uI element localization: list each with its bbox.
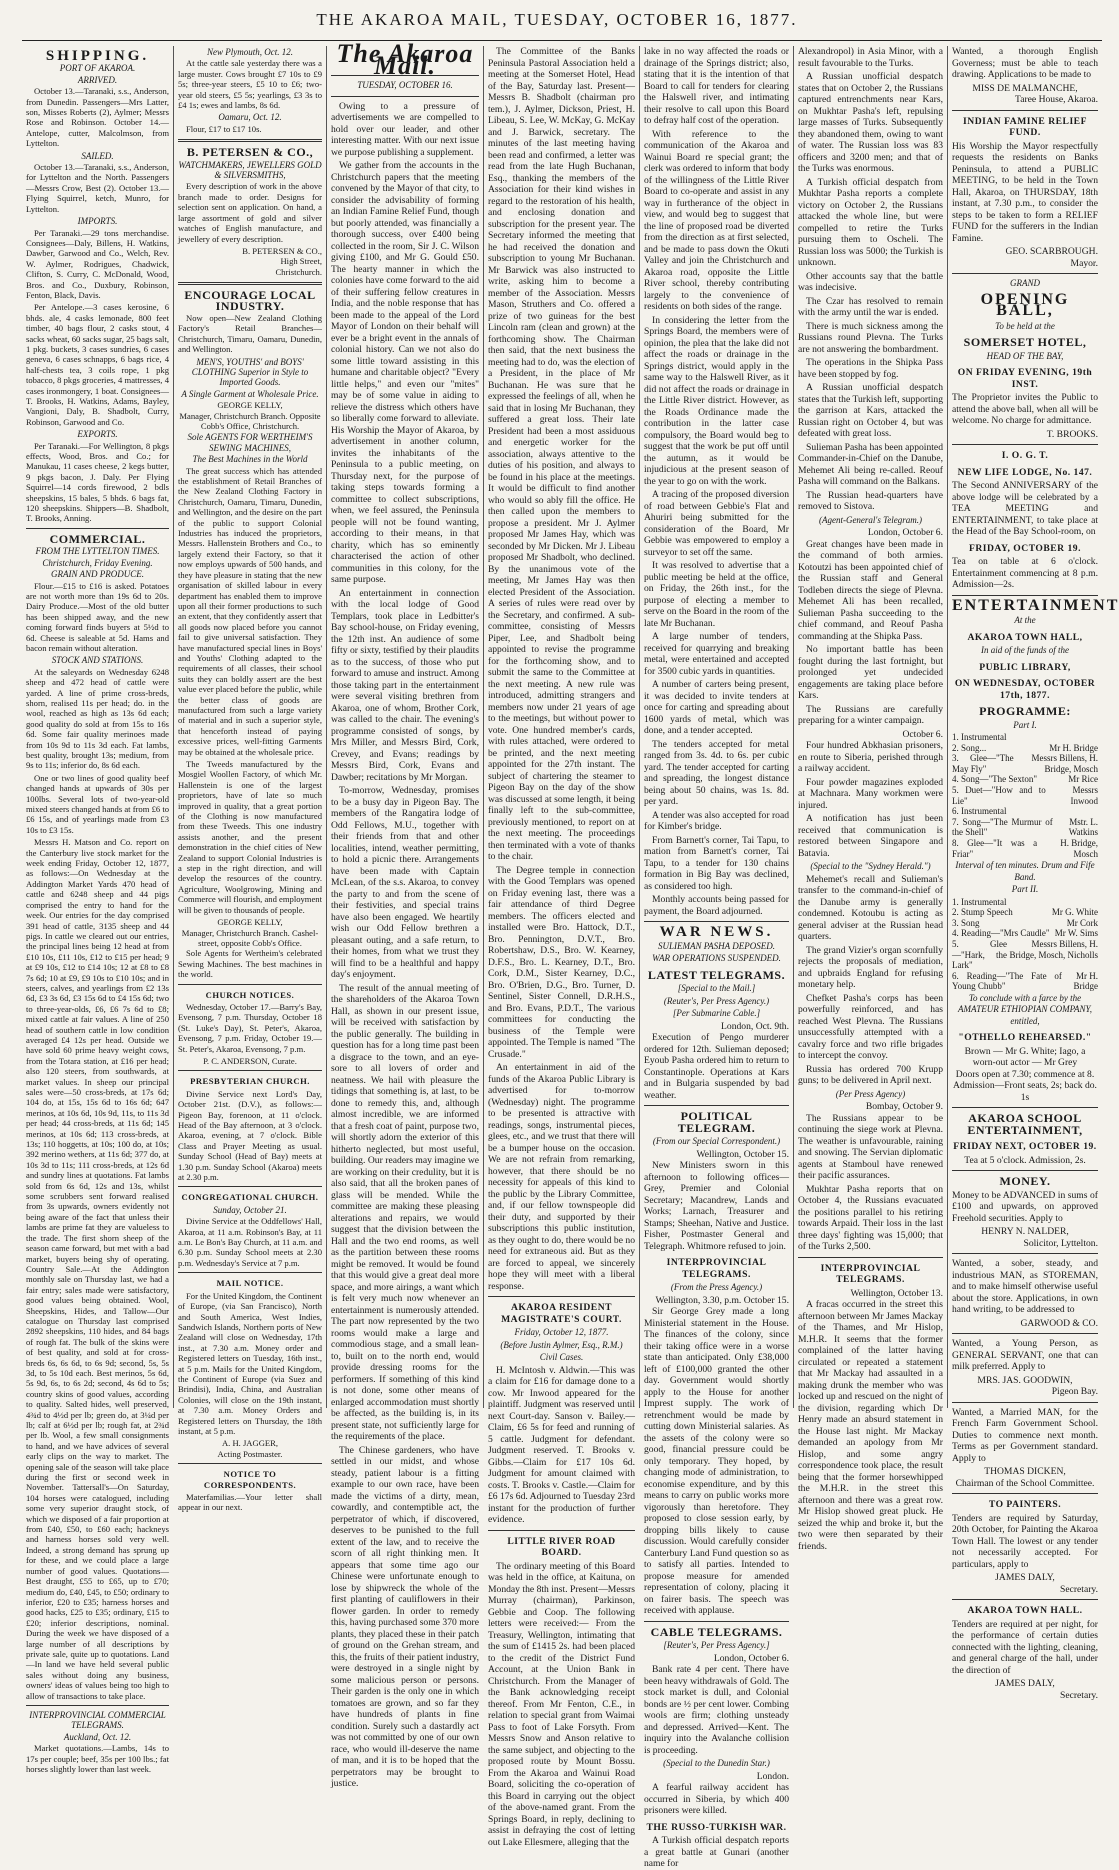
petersen-signature: B. PETERSEN & CO., xyxy=(242,245,322,256)
divider xyxy=(952,1599,1098,1600)
pastoral-association-report: The Committee of the Banks Peninsula Pastoral Association held a meeting at the Somerset Hotel, Head of the Bay, Saturday last. Present—Messrs B. Shadbolt (chairman pro tem.), J. Aylmer, Dickson, Priest, H. Libeau, S. Lee, W. McKay, G. McKay and J. Barwick, secretary. The minutes of the last meeting having been read and confirmed, a letter was read from the late Hugh Buchanan, Esq., thanking the members of the Association for their kind wishes in regard to the restoration of his health, and enclosing donation and subscription for the present year. The Secretary informed the meeting that he had received the donation and subscription to young Mr Buchanan. Mr Barwick was also instructed to write, asking him to become a member of the Association. Messrs Mason, Struthers and Co. offered a prize of two guineas for the best Lincoln ram (clean and grown) at the forthcoming show. The Chairman then said, that the next business the meeting had to do, was the election of a President, in the place of Mr Buchanan. He was sure that he expressed the feelings of all, when he said that in losing Mr Buchanan, they suffered a great loss. Their late President had been a most assiduous and energetic worker for the association, always attentive to the duties of his position, and always to be found in his place at the meetings. It would be difficult to find another who would so ably fill the office. He then called upon the members to propose a president. Mr J. Aylmer proposed Mr James Hay, which was seconded by Mr Dicken. Mr J. Libeau proposed Mr Shadbolt, who declined. By the unanimous vote of the meeting, Mr James Hay was then elected President of the Association. A series of rules were read over by the Secretary, and confirmed. A sub-committee, consisting of Messrs Piper, Lee, and Shadbolt being appointed to revise the programme for the forthcoming show, and to submit the same to the Committee at the next meeting. A new rule was introduced, admitting strangers and members now under 21 years of age to the meetings, but without power to vote. One hundred member's cards, with rules attached, were ordered to be printed, and the next meeting appointed for the 27th instant. The subject of chartering the steamer to Pigeon Bay on the day of the show was discussed at some length, it being finally left to the sub-committee, previously mentioned, to report on at the next meeting. The proceedings then terminated with a vote of thanks to the chair. xyxy=(488,46,635,862)
agent-general-label: (Agent-General's Telegram.) xyxy=(818,514,923,525)
sydney-herald-label: (Special to the "Sydney Herald.") xyxy=(810,861,931,871)
encourage-industry-text: Now open—New Zealand Clothing Factory's Retail Branches— Christchurch, Timaru, Oamaru, Dunedin, and Wellington. xyxy=(178,312,322,355)
press-agency-label: (Per Press Agency) xyxy=(835,1088,906,1099)
sole-agents-subtitle: The Best Machines in the World xyxy=(192,454,308,465)
court-bench: (Before Justin Aylmer, Esq., R.M.) xyxy=(500,1339,623,1350)
town-hall-text: Tenders are required at per night, for the performance of certain duties connected with the lighting, cleaning, and general charge of the hall, under the direction of xyxy=(952,1618,1098,1676)
money-heading: MONEY. xyxy=(999,1174,1051,1189)
road-board-heading: LITTLE RIVER ROAD BOARD. xyxy=(507,1535,616,1558)
programme-item-title: 1. Instrumental xyxy=(952,896,1007,907)
farce-cast: Brown — Mr G. White; Iago, a worn-out actor — Mr Grey xyxy=(964,1045,1086,1069)
matson-report: Messrs H. Matson and Co. report on the Canterbury live stock market for the week ending Friday, October 12, 1877, as follows:—On Wednesday at the Addington Market Yards 470 head of cattle and 6248 sheep and 44 pigs comprised the entry to hand for the week. Our entries for the day comprised 391 head of cattle, 3135 sheep and 44 pigs. In cattle we cleared out our entries, the principal lines being 12 head at from £10 10s, £11 10s, £12 to £15 per head; 9 at £9 10s, £12 to £14 10s; 12 at £8 to £8 7s 6d; 10 at £9, £9 10s to £10 10s; and in steers, calves, and yearlings from £2 13s 6d, £3 3s 6d, £3 15s 6d to £4 15s 6d; two to three-year-olds, £6, £6 7s 6d to £8; mixed cattle at fair values. A line of 250 head of southern cattle in low condition averaged £4 12s per head. Outside we have sold 60 prime heavy weight cows, from the Totara station, at £16 per head; also 120 steers, from southwards, at market values. In sheep our principal sales were—50 cross-breds, at 17s 6d; 104 do, at 15s, 15s 6d to 16s 6d; 647 merinos, at 10s 6d, 10s 9d, 11s, to 11s 3d per head; 44 cross-breds, at 11s 6d; 145 merinos, at 10s 6d; 113 cross-breds, at 13s; 110 hoggetts, at 10s; 100 do, at 10s; 392 merino wethers, at 11s 6d; 377 do, at 10s 3d to 11s; 111 cross-breds, at 12s 6d and sundry lines at quotations. Fat lambs sold from 6s 6d, 12s and 13s, whilst some scrubbers sent forward realised from 3s upwards, owners evidently not being aware of the fact that unless their lambs are prime fat they are valueless to the trade. The first shorn sheep of the season came forward, but met with a bad market, buyers being shy of operating. Country Sale.—At the Addington monthly sale on Thursday last, we had a fair entry; sales made were satisfactory, good values being obtained. Wool, Sheepskins, Hides, and Tallow—Our catalogue on Thursday last comprised 2892 sheepskins, 110 hides, and 84 bags of rough fat. The bulk of the skins were of best quality, and sold at for cross-breds 6s, 6s 6d, to 6s 9d; second, 5s, 5s 3d, to 5s 10d each. Best merinos, 5s 6d, 5s 9d, 6s, to 6s 2d; second, 4s 6d to 5s; country skins of good values, according to quality. Salted hides, well preserved, 4¾d to 4½d per lb; green do, at 3¼d per lb; calf at 6½d per lb; rough fat, at 2¾d per lb. Wool, a few small consignments to hand, and we have advices of several early clips on the way to market. The opening sale of the season will take place during the first or second week in November. Tattersall's—On Saturday, 104 horses were catalogued, including some very superior draught stock, of which we disposed of a fair proportion at from £40, £50, to £60 each; hackneys and harness horses sold very well. Indeed, a strong demand has sprung up for these, and we could place a large number of good values. Quotations—Best draught, £55 to £65, up to £70; medium do, £40, £45, to £50; ordinary to inferior, £20 to £35; harness horses and good hacks, £25 to £35; ordinary, £15 to £20; inferior descriptions, nominal. During the week we have disposed of a large number of all descriptions by private sale, quite up to quotations. Land—In land we have held several public sales without doing any business, owners' ideas of values being too high to allow of transactions to take place. xyxy=(26,837,169,1701)
shipping-heading: SHIPPING. xyxy=(45,48,150,64)
divider xyxy=(178,1463,322,1464)
famine-fund-role: Mayor. xyxy=(1070,257,1098,269)
somerset-hotel-sub: HEAD OF THE BAY, xyxy=(986,350,1064,361)
divider xyxy=(178,984,322,985)
editorial-paragraph: To-morrow, Wednesday, promises to be a busy day in Pigeon Bay. The members of the Rangatira lodge of Odd Fellows, M.U., together with their friends from that and other localities, intend, weather permitting, to hold a picnic there. Arrangements have been made with Captain McLean, of the s.s. Akaroa, to convey the party to and from the scene of their festivities, and special trains have also been engaged. We heartily wish our Odd Fellow brethren a pleasant outing, and a safe return, to their homes, from what we trust they will find to be a healthful and happy day's enjoyment. xyxy=(331,785,479,980)
programme-item xyxy=(952,732,1098,743)
road-board-paragraph: Monthly accounts being passed for payment, the Board adjourned. xyxy=(644,894,789,917)
wanted-married-man-signature: THOMAS DICKEN, xyxy=(984,1466,1066,1478)
sailed-label: SAILED. xyxy=(81,150,114,161)
presbyterian-heading: PRESBYTERIAN CHURCH. xyxy=(190,1076,310,1087)
programme-item-title: 4. Song—"The Sexton" xyxy=(952,774,1038,785)
correspondents-heading: NOTICE TO CORRESPONDENTS. xyxy=(203,1469,297,1490)
masthead xyxy=(0,6,1114,34)
divider xyxy=(952,273,1098,274)
programme-item-title: 3. Song xyxy=(952,917,980,928)
clothing-subtitle: MEN'S, YOUTHS' and BOYS' CLOTHING Superior in Style to Imported Goods. xyxy=(191,356,309,388)
new-plymouth-text: At the cattle sale yesterday there was a large muster. Cows brought £7 10s to £9 5s; three-year steers, £5 10 to £6; two-year old steers, £5 5s; yearlings, £3 3s to £4 1s; ewes and lambs, 8s 6d. xyxy=(178,58,322,111)
mail-notice-text: For the United Kingdom, the Continent of Europe, (via San Francisco), North and South America, West Indies, Sandwich Islands, Northern ports of New Zealand will close on Wednesday, 17th inst., at 7.30 a.m. Money order and Registered letters on Tuesday, 16th inst., at 5 p.m. Mails for the United Kingdom, the Continent of Europe (via Suez and Brindisi), India, China, and Australian Colonies, will close on the 19th instant, at 7.30 a.m. Money Orders and Registered letters on Thursday, the 18th instant, at 5 p.m. xyxy=(178,1290,322,1436)
famine-fund-signature: GEO. SCARBROUGH. xyxy=(1005,246,1098,257)
lodge-heading: NEW LIFE LODGE, No. 147. xyxy=(957,466,1093,478)
programme-item-title: 6. Reading—"The Fate of Young Chubb" xyxy=(952,970,1062,992)
war-paragraph: The grand Vizier's organ scornfully rejects the proposals of mediation, and upbraids England for refusing monetary help. xyxy=(798,944,943,990)
divider xyxy=(178,282,322,285)
wanted-governess-address: Taree House, Akaroa. xyxy=(1015,94,1098,105)
entertainment-aid: In aid of the funds of the xyxy=(981,645,1069,655)
opening-ball-title: OPENING BALL, xyxy=(980,290,1070,319)
programme-part-1 xyxy=(952,732,1098,859)
wanted-storeman-text: Wanted, a sober, steady, and industrious MAN, as STOREMAN, and to make himself otherwise useful about the store. Applications, in own hand writing, to be addressed to xyxy=(952,1258,1098,1316)
road-board-paragraph: A large number of tenders, received for quarrying and breaking metal, were entertained and accepted for 3500 cubic yards in quantities. xyxy=(644,631,789,677)
divider xyxy=(488,1530,635,1531)
editorial-paragraph: The result of the annual meeting of the shareholders of the Akaroa Town Hall, as shown in our present issue, will be received with satisfaction by the public generally. The building in question has for a long time past been a disgrace to the town, and an eye-sore to all lovers of order and neatness. We hail with pleasure the tidings that something is, at last, to be done to remedy this, and, although almost incredible, we are informed that a fresh coat of paint, purpose two, will shortly adorn the exterior of this hitherto neglected, but most useful, building. Our readers may imagine we are working on their credulity, but it is also said, that all the broken panes of glass will be mended. While the committee are making these pleasing alterations and repairs, we would suggest that the division between the Hall and the two end rooms, as well as the partition between these rooms might be removed. It would be found that this would give a great deal more space, and more airings, a want which is felt very much now whenever an entertainment is numerously attended. The part now represented by the two rooms would make a large and commodious stage, and a small lean-to, built on to the north end, would provide dressing rooms for the performers. If something of this kind is not done, some other means of enlarged accommodation must shortly be affected, as the building is, in its present state, not sufficiently large for the requirements of the place. xyxy=(331,982,479,1442)
church-notices-heading: CHURCH NOTICES. xyxy=(205,989,295,1000)
congregational-date: Sunday, October 21. xyxy=(213,1204,287,1215)
column-6 xyxy=(794,46,948,1552)
programme-item-performer: Messrs Billens, H. Bridge, Mosch, Nicholls xyxy=(1009,939,1098,960)
programme-item-performer: H. Bridge, Mosch xyxy=(1060,837,1098,859)
war-paragraph: Four powder magazines exploded at Machnara. Many workmen were injured. xyxy=(798,776,943,811)
newspaper-page xyxy=(22,39,1119,1869)
interprov-telegrams-heading: INTERPROVINCIAL TELEGRAMS. xyxy=(666,1257,767,1280)
newspaper-masthead-title: THE AKAROA MAIL, TUESDAY, OCTOBER 16, 1877. xyxy=(316,10,798,29)
road-board-continued: lake in no way affected the roads or drainage of the Springs district; also, stating that it is the intention of that Board to call for tenders for clearing the Halswell river, and intimating their resolve to call upon this Board to defray half cost of the operation. xyxy=(644,46,789,126)
divider xyxy=(952,110,1098,111)
war-paragraph: The Russians are carefully preparing for a winter campaign. xyxy=(798,703,943,726)
congregational-heading: CONGREGATIONAL CHURCH. xyxy=(181,1192,319,1203)
interprov-dateline-2: Wellington, October 13. xyxy=(850,1287,943,1299)
programme-item-title: 7. Song—"The Murmur of the Shell" xyxy=(952,816,1053,838)
october-6-dateline: October 6. xyxy=(902,728,943,740)
war-paragraph: The Russians appear to be continuing the siege work at Plevna. The weather is unfavourable, raining and snowing. The Servian diplomatic agents at Stamboul have renewed their pacific assurances. xyxy=(798,1112,943,1181)
commercial-source: FROM THE LYTTELTON TIMES. xyxy=(35,546,160,557)
road-board-paragraph: It was resolved to advertise that a public meeting be held at the office, on Friday, the 26th inst., for the purpose of electing a member to serve on the Board in the room of the late Mr Buchanan. xyxy=(644,560,789,629)
factory-text-2: The Tweeds manufactured by the Mosgiel Woollen Factory, of which Mr. Hallenstein is one of the largest proprietors, have of late so much improved in quality, that a great portion of the Clothing is now manufactured from these Tweeds. This one industry assists another, and the present demonstration in the chief cities of New Zealand to support Colonial Industries is a step in the right direction, and will develop the resources of the country. Agriculture, Woolgrowing, Mining and Commerce will flourish, and employment will be given to thousands of people. xyxy=(178,759,322,915)
wanted-married-man-text: Wanted, a Married MAN, for the French Farm Government School. Duties to commence next month. Terms as per Government standard. Apply to xyxy=(952,1406,1098,1464)
war-paragraph: A Russian unofficial despatch states that on October 2, the Russians captured entrenchments near Kars, on Mukhtar Pasha's left, repulsing large masses of Turks. Subsequently they abandoned them, owing to want of water. The Russian loss was 83 officers and 3200 men; and that of the Turks was enormous. xyxy=(798,71,943,174)
court-heading: AKAROA RESIDENT MAGISTRATE'S COURT. xyxy=(501,1302,622,1325)
programme-item xyxy=(952,785,1098,806)
war-paragraph: Mehemet's recall and Sulieman's transfer to the command-in-chief of the Danube army is generally condemned. Kotoubu is acting as general adviser at the Russian head quarters. xyxy=(798,873,943,942)
programme-item-title: 3. Glee—"The May Fly" xyxy=(952,753,1014,774)
money-role: Solicitor, Lyttelton. xyxy=(1023,1237,1098,1249)
famine-fund-text: His Worship the Mayor respectfully requests the residents on Banks Peninsula, to attend a PUBLIC MEETING, to be held in the Town Hall, Akaroa, on THURSDAY, 18th instant, at 7.30 p.m., to consider the steps to be taken to form a RELIEF FUND for the sufferers in the Indian Famine. xyxy=(952,140,1098,244)
opening-ball-signature: T. BROOKS. xyxy=(1046,428,1098,440)
war-paragraph: A Turkish official despatch from Mukhtar Pasha reports a complete victory on October 2, the Russians attacked the whole line, but were compelled to retire the Turks pursuing them to Oscheli. The Russian loss was 5000; the Turkish is unknown. xyxy=(798,176,943,268)
war-paragraph: Alexandropol) in Asia Minor, with a result favourable to the Turks. xyxy=(798,46,943,69)
petersen-city: Christchurch. xyxy=(275,266,322,277)
programme-item xyxy=(952,971,1098,992)
latest-dateline: London, Oct. 9th. xyxy=(721,1020,789,1032)
programme-item-performer: Messrs Billens, H. Bridge, Mosch xyxy=(1031,753,1098,774)
arrived-text: October 13.—Taranaki, s.s., Anderson, from Dunedin. Passengers—Mrs Latter, son, Misses Roberts (2), Aylmer; Messrs Rose and Robinson. October 14.—Antelope, cutter, Malcolmson, from Lyttelton. xyxy=(26,86,169,149)
oamaru-text: Flour, £17 to £17 10s. xyxy=(186,123,262,134)
cable-agency: [Reuter's, Per Press Agency.] xyxy=(663,1640,770,1650)
port-heading: PORT OF AKAROA. xyxy=(59,63,136,74)
petersen-ad-text: Every description of work in the above branch made to order. Designs for selection sent on application. On hand, a large assortment of gold and silver watches of English manufacture, and jewellery of every description. xyxy=(178,181,322,244)
programme-item-performer: Mr G. White xyxy=(1051,907,1098,918)
war-paragraph: The operations in the Shipka Pass have been stopped by fog. xyxy=(798,357,943,380)
divider xyxy=(644,1621,789,1622)
war-paragraph: Other accounts say that the battle was indecisive. xyxy=(798,270,943,293)
column-7 xyxy=(948,46,1119,1701)
imports-label: IMPORTS. xyxy=(77,216,118,227)
mail-notice-role: Acting Postmaster. xyxy=(217,1448,283,1459)
programme-item xyxy=(952,907,1098,918)
programme-item xyxy=(952,806,1098,817)
arrived-label: ARRIVED. xyxy=(77,74,118,85)
divider xyxy=(952,1493,1098,1494)
programme-item-title: 5. Glee—"Hark, the Lark" xyxy=(952,939,1007,971)
fracas-report: A fracas occurred in the street this afternoon between Mr James Mackay of the Thames, and Mr Hislop, M.H.R. It seems that the former complained of the latter having circulated or repeated a statement that Mr Mackay had assaulted in a making drunk the member who was locked up and rescued on the night of the division, regarding which Dr Henry made an absurd statement in the House last night. Mr Mackay demanded an apology from Mr Hislop, and some angry correspondence took place, the result being that the former horsewhipped the M.H.R. in the street this afternoon and there was a great row. Mr Hislop showed great pluck. He seized the whip and broke it, but the two were then separated by their friends. xyxy=(798,1299,943,1552)
petersen-ad-subtitle: WATCHMAKERS, JEWELLERS GOLD & SILVERSMITHS, xyxy=(178,159,322,181)
stock-text-2: One or two lines of good quality beef changed hands at upwards of 30s per 100lbs. Several lots of two-year-old mixed steers changed hands at from £6 to £6 15s, and of yearlings made from £3 10s to £3 15s. xyxy=(26,772,169,835)
court-date: Friday, October 12, 1877. xyxy=(514,1327,609,1337)
programme-item xyxy=(952,939,1098,971)
war-paragraph: A Russian unofficial despatch states that the Turkish left, supporting the garrison at Kars, attacked the Russian right on October 4, but was defeated with great loss. xyxy=(798,382,943,439)
programme-item xyxy=(952,838,1098,859)
interprov-text: Sir George Grey made a long Ministerial statement in the House. The finances of the colony, since their taking office were in a worse state than anticipated. Only £38,000 left of £100,000 granted the other day. Government would shortly apply to the House for another Imprest supply. The work of retrenchment would be made by cutting down Ministerial salaries. As the assets of the colony were so good, financial pressure could be only temporary. They hoped, by changing mode of administration, to economise expenditure, and by this means to carry on public works more vigorously than heretofore. They proposed to close session early, by dropping bills likely to cause discussion. Would carefully consider Canterbury Land Fund question so as to satisfy all parties. Intended to propose measure for amended representation of colony, placing it on fairer basis. The speech was received with applause. xyxy=(644,1306,789,1616)
divider xyxy=(798,1257,943,1258)
entertainment-title: ENTERTAINMENT xyxy=(952,596,1119,614)
wanted-married-man-role: Chairman of the School Committee. xyxy=(955,1477,1095,1489)
programme-item-performer: Messrs Inwood xyxy=(1070,784,1098,806)
war-news-subhead: SULIEMAN PASHA DEPOSED. xyxy=(658,940,775,951)
political-dateline: Wellington, October 15. xyxy=(696,1148,789,1160)
latest-cable-label: [Per Submarine Cable.] xyxy=(672,1008,761,1018)
part-2-label: Part II. xyxy=(1011,884,1039,895)
column-1 xyxy=(22,46,174,1774)
oamaru-dateline: Oamaru, Oct. 12. xyxy=(218,112,282,123)
political-correspondent: (From our Special Correspondent.) xyxy=(652,1136,781,1146)
column-5 xyxy=(640,46,794,1869)
opening-ball-sub: To be held at the xyxy=(995,320,1055,331)
programme-part-2 xyxy=(952,897,1098,992)
editorial-paragraph: We gather from the accounts in the Christchurch papers that the meeting convened by the Mayor of that city, to consider the advisability of forming an Indian Famine Relief Fund, though but poorly attended, was financially a thorough success, over £400 being collected in the room, Sir J. C. Wilson giving £100, and Mr G. Gould £50. The hearty manner in which the colonies have come forward to the aid of their suffering fellow creatures in India, and the noble response that has been made to the appeal of the Lord Mayor of London on their behalf will ever be a bright event in the annals of colonial history. Can we not also do some little toward assisting in this humane and charitable object? "Every little helps," and even our "mites" may be of some value in aiding to relieve the distress which others have so liberally come forward to alleviate. His Worship the Mayor of Akaroa, by advertisement in another column, invites the inhabitants of the Peninsula to a public meeting, on Thursday next, for the purpose of taking steps towards forming a committee to collect subscriptions, when, we feel assured, the Peninsula people will not be found wanting, according to their means, in that charity, which has so eminently characterised the action of other communities in this colony, for the same purpose. xyxy=(331,160,479,585)
editorial-title: The Akaroa Mail. xyxy=(336,39,474,80)
programme-item xyxy=(952,774,1098,785)
road-board-paragraph: A tender was also accepted for road for Kimber's bridge. xyxy=(644,809,789,832)
war-paragraph: Four hundred Abkhasian prisoners, en route to Siberia, perished through a railway accident. xyxy=(798,740,943,774)
painters-signature: JAMES DALY, xyxy=(995,1572,1055,1584)
divider xyxy=(178,1272,322,1273)
road-board-paragraph: From Barnett's corner, Tai Tapu, to mation from Barnett's corner, Tai Tapu, to a tender for 130 chains formation in Big Bay was declined, as considered too high. xyxy=(644,834,789,892)
war-paragraph: Mukhtar Pasha reports that on October 4, the Russians evacuated the positions parallel to his retiring towards Arpaid. Their loss in the last three days' fighting was 15,000; that of the Turks 2,500. xyxy=(798,1183,943,1252)
cable-text: Bank rate 4 per cent. There have been heavy withdrawals of Gold. The stock market is dull, and Colonial bonds are ½ per cent lower. Combing wools are firm; clothing unsteady and depressed. Arrived—Kent. The inquiry into the Avalanche collision is proceeding. xyxy=(644,1664,789,1756)
divider xyxy=(644,921,789,922)
presbyterian-text: Divine Service next Lord's Day, October 21st. (D.V.), as follows:— Pigeon Bay, forenoon, at 11 o'clock. Head of the Bay afternoon, at 3 o'clock. Akaroa, evening, at 7 o'clock. Bible Class and Prayer Meeting as usual. Sunday School (Head of Bay) meets at 1.30 p.m. Sunday School (Akaroa) meets at 2.30 p.m. xyxy=(178,1088,322,1183)
programme-item xyxy=(952,753,1098,774)
divider xyxy=(952,1170,1098,1171)
war-paragraph: No important battle has been fought during the last fortnight, but prolonged yet undecided engagements are taking place before Kars. xyxy=(798,644,943,701)
town-hall-signature: JAMES DALY, xyxy=(995,1678,1055,1690)
programme-item-performer: Mr Cork xyxy=(1066,917,1098,928)
painters-role: Secretary. xyxy=(1060,1583,1098,1595)
kelly-role-2: Manager, Christchurch Branch. Cashel-street, opposite Cobb's Office. xyxy=(181,927,319,948)
stock-text: At the saleyards on Wednesday 6248 sheep and 472 head of cattle were yarded. A line of prime cross-breds, shorn, realised 11s per head; do. in the wool, reached as high as 13s 6d each; good quality do sold at from 15s to 16s 6d. Some fair quality merinoes made from 10s 9d to 11s 3d each. Fat lambs, best quality, brought 13s; medium, from 9s to 11s; inferior do, 8s 6d each. xyxy=(26,666,169,771)
latest-reuter-label: (Reuter's, Per Press Agency.) xyxy=(663,995,770,1006)
war-news-subhead-2: WAR OPERATIONS SUSPENDED. xyxy=(652,953,781,963)
programme-item-performer: Mr H. Bridge xyxy=(1073,970,1098,992)
opening-ball-date: ON FRIDAY EVENING, 19th INST. xyxy=(957,367,1093,390)
programme-item xyxy=(952,817,1098,838)
divider xyxy=(26,528,169,529)
money-signature: HENRY N. NALDER, xyxy=(981,1226,1069,1238)
stock-heading: STOCK AND STATIONS. xyxy=(51,655,144,666)
imports-text: Per Taranaki.—29 tons merchandise. Consignees—Daly, Billens, H. Watkins, Dawber, Garwood and Co., Welch, Rev. W. Aylmer, Rodrigues, Chadwick, Clifton, S. Curry, C. McDonald, Wood, Bros. and Co., Duxbury, Robinson, Fenton, Black, Davis. xyxy=(26,227,169,300)
programme-item-title: 2. Stump Speech xyxy=(952,907,1013,918)
encourage-industry-title: ENCOURAGE LOCAL INDUSTRY. xyxy=(184,288,316,313)
editorial-paragraph: The Chinese gardeners, who have settled in our midst, and whose steady, patient labour is a fitting example to our own race, have been made the victims of a dirty, mean, cowardly, and contemptible act, the perpetrator of which, if discovered, deserves to be punished to the full extent of the law, and to receive the scorn of all right thinking men. It appears that some time ago our Chinese were unfortunate enough to lose by shipwreck the whole of the first planting of cauliflowers in their flower garden. In order to remedy this, having purchased some 370 more plants, they placed these in their patch of ground on the Grehan stream, and this, the fruits of their patient industry, were destroyed in a single night by some malicious person or persons. Their garden is the only one in which tomatoes are grown, and so far they have hundreds of plants in fine condition. Surely such a dastardly act was not committed by one of our own race, who would ill-deserve the name of man, and it is to be hoped that the perpetrators may be brought to justice. xyxy=(331,1444,479,1789)
war-paragraph: Russia has ordered 700 Krupp guns; to be delivered in April next. xyxy=(798,1063,943,1086)
wanted-servant-signature: MRS. JAS. GOODWIN, xyxy=(977,1374,1073,1386)
interprov-commercial-heading: INTERPROVINCIAL COMMERCIAL TELEGRAMS. xyxy=(29,1709,166,1731)
programme-item xyxy=(952,743,1098,754)
sole-agents-title: Sole AGENTS FOR WERTHEIM'S SEWING MACHINES, xyxy=(187,432,313,453)
road-board-paragraph: In considering the letter from the Springs Board, the members were of opinion, the plea that the lake did not affect the roads or drainage in the Springs district, would apply in the same way to the Halswell River, as it did not affect the roads or drainage in the Little River district. However, as the Roads Ordinance made the contribution in the latter case compulsory, the Board would beg to suggest that the work be put off until the autumn, as it would be injudicious at the present season of the year to go on with the work. xyxy=(644,314,789,487)
interprov-dateline: Wellington, 3.30, p.m. October 15. xyxy=(655,1294,789,1306)
famine-fund-heading: INDIAN FAMINE RELIEF FUND. xyxy=(963,115,1087,138)
painters-heading: TO PAINTERS. xyxy=(988,1499,1062,1511)
programme-heading: PROGRAMME: xyxy=(979,704,1071,718)
programme-item-performer: Mr W. Sims xyxy=(1054,928,1098,939)
commercial-heading: COMMERCIAL. xyxy=(49,531,146,546)
entertainment-hall: AKAROA TOWN HALL, xyxy=(967,631,1083,643)
wanted-servant-text: Wanted, a Young Person, as GENERAL SERVANT, one that can milk preferred. Apply to xyxy=(952,1338,1098,1373)
mail-notice-signature: A. H. JAGGER, xyxy=(221,1438,279,1449)
latest-text: Execution of Pengo murderer ordered for 12th. Sulieman deposed; Eyoub Pasha ordered him to return to Constantinople. Operations at Kars and in Bulgaria suspended by bad weather. xyxy=(644,1032,789,1101)
war-paragraph: A notification has just been received that communication is restored between Singapore and Batavia. xyxy=(798,813,943,859)
divider xyxy=(952,1107,1098,1108)
political-text: New Ministers sworn in this afternoon to following offices—Grey, Premier and Colonial Secretary; Macandrew, Lands and Works; Larnach, Treasurer and Stamps; Sheehan, Native and Justice. Fisher, Postmaster General and Telegraph. Whitmore refused to join. xyxy=(644,1160,789,1252)
church-signature: P. C. ANDERSON, Curate. xyxy=(203,1055,297,1066)
interprov-agency: (From the Press Agency.) xyxy=(670,1282,763,1292)
antelope-imports-text: Per Antelope.—3 cases kerosine, 6 bhds. ale, 4 casks lemonade, 800 feet timber, 40 bags flour, 2 casks stout, 4 sacks wheat, 60 sacks sugar, 25 bags salt, 1 pkg. buckets, 3 cases sundries, 6 cases geneva, 6 cases schnapps, 6 bags rice, 4 half-chests tea, 3 coils rope, 1 pkg tobacco, 8 pkgs groceries, 4 mattresses, 4 cases ironmongery, 1 boat. Consignees—T. Brooks, H. Watkins, Adams, Bayley, Vangioni, Daly, B. Shadbolt, Curry, Robinson, Garwood and Co. xyxy=(26,302,169,427)
programme-item xyxy=(952,928,1098,939)
programme-item-title: 5. Duet—"How and to Lie" xyxy=(952,784,1046,806)
wanted-servant-address: Pigeon Bay. xyxy=(1051,1386,1098,1398)
london-dateline: London, October 6. xyxy=(867,527,943,538)
opening-ball-text: The Proprietor invites the Public to attend the above ball, when all will be welcome. No charge for admittance. xyxy=(952,392,1098,426)
war-paragraph: Chefket Pasha's corps has been powerfully reinforced, and has reached West Plevna. The Russians unsuccessfully attempted with a cavalry force and two rifle brigades to intercept the convoy. xyxy=(798,992,943,1061)
interval-note: Interval of ten minutes. Drum and Fife Band. xyxy=(955,860,1095,882)
exports-label: EXPORTS. xyxy=(77,429,118,440)
column-3 xyxy=(327,39,484,1789)
war-paragraph: The Czar has resolved to remain with the army until the war is ended. xyxy=(798,295,943,318)
war-paragraph: The Russian head-quarters have removed to Sistova. xyxy=(798,489,943,512)
somerset-hotel-title: SOMERSET HOTEL, xyxy=(963,335,1087,349)
kelly-agents-text: Sole Agents for Wertheim's celebrated Sewing Machines. The best machines in the world. xyxy=(178,948,322,980)
interprov-telegrams-heading-2: INTERPROVINCIAL TELEGRAMS. xyxy=(820,1262,921,1285)
bombay-dateline: Bombay, October 9. xyxy=(865,1101,943,1112)
road-board-paragraph: A tracing of the proposed diversion of road between Gebbie's Flat and Ahuriri being submitted for the consideration of the Board, Mr Gebbie was empowered to employ a surveyor to set off the same. xyxy=(644,489,789,558)
painters-text: Tenders are required by Saturday, 20th October, for Painting the Akaroa Town Hall. The lowest or any tender not necessarily accepted. For particulars, apply to xyxy=(952,1512,1098,1570)
money-text: Money to be ADVANCED in sums of £100 and upwards, on approved Freehold securities. Apply to xyxy=(952,1189,1098,1224)
latest-telegrams-heading: LATEST TELEGRAMS. xyxy=(647,967,786,982)
divider xyxy=(178,1070,322,1071)
dunedin-text: A fearful railway accident has occurred in Siberia, by which 400 prisoners were killed. xyxy=(644,1782,789,1816)
masthead-rule xyxy=(22,40,1102,41)
school-entertainment-title: AKAROA SCHOOL ENTERTAINMENT, xyxy=(967,1111,1083,1137)
lodge-text-2: Tea on table at 6 o'clock. Entertainment commencing at 8 p.m. Admission—2s. xyxy=(952,556,1098,590)
kelly-role: Manager, Christchurch Branch. Opposite Cobb's Office, Christchurch. xyxy=(179,410,321,431)
grain-text: Flour.—£15 to £16 is asked. Potatoes are not worth more than 19s 6d to 20s. Dairy Produce.—Most of the old butter has been shipped away, and the new coming forward finds buyers at 5½d to 6d. Cheese is saleable at 5d. Hams and bacon remain without alteration. xyxy=(26,580,169,653)
town-hall-heading: AKAROA TOWN HALL. xyxy=(967,1605,1083,1617)
farce-doors: Doors open at 7.30; commence at 8. Admission—Front seats, 2s; back do. 1s xyxy=(953,1068,1097,1103)
wanted-storeman-signature: GARWOOD & CO. xyxy=(1020,1317,1098,1329)
war-news-heading: WAR NEWS. xyxy=(659,924,774,940)
programme-item-title: 6. Instrumental xyxy=(952,806,1007,817)
russo-turkish-text: A Turkish official despatch reports a great battle at Gunari (another name for xyxy=(644,1835,789,1869)
sailed-text: October 13.—Taranaki, s.s., Anderson, for Lyttelton and the North. Passengers —Messrs Crow, Best (2). October 13.—Flying Squirrel, ketch, Munro, for Lyttelton. xyxy=(26,162,169,214)
divider xyxy=(644,1105,789,1106)
latest-special-label: [Special to the Mail.] xyxy=(677,983,756,993)
war-paragraph: There is much sickness among the Russians round Plevna. The Turks are not answering the bombardment. xyxy=(798,320,943,355)
political-telegram-heading: POLITICAL TELEGRAM. xyxy=(677,1109,756,1135)
divider xyxy=(952,1333,1098,1334)
commercial-dateline: Christchurch, Friday Evening. xyxy=(42,557,153,568)
programme-item xyxy=(952,897,1098,908)
petersen-address: High Street, xyxy=(280,256,322,267)
editorial-paragraph: An entertainment in connection with the local lodge of Good Templars, took place in Ledbitter's Bay school-house, on Friday evening, the 12th inst. An audience of some fifty or sixty, testified by their plaudits as to the success, of those who put forward to amuse and instruct. Among those taking part in the entertainment were several visiting brethren from Akaroa, one of whom, Brother Cork, was called to the chair. The evening's programme consisted of songs, by Mrs Miller, and Messrs Bird, Cork, Crevey, and Evans; readings by Messrs Bird, Cork, Evans and Dawber; recitations by Mr Morgan. xyxy=(331,587,479,783)
road-board-text: The ordinary meeting of this Board was held in the office, at Kaituna, on Monday the 8th inst. Present—Messrs Murray (chairman), Parkinson, Gebbie and Coop. The following letters were received:— From the Treasury, Wellington, intimating that the sum of £1415 2s. had been placed to the credit of the District Fund Account, at the Union Bank in Christchurch. From the Manager of the Bank acknowledging receipt thereof. From Mr Fenton, C.E., in relation to special grant from Waimai Pass to foot of Lake Forsyth. From Messrs Snow and Anson relative to the same subject, and objecting to the proposed route by Mount Bossu. From the Akaroa and Wainui Road Board, soliciting the co-operation of this Board in carrying out the object of the above-named grant. From the Springs Board, in reply, declining to assist in defraying the cost of letting out Lake Ellesmere, alleging that the xyxy=(488,1560,635,1848)
road-board-paragraph: With reference to the communication of the Akaroa and Wainui Board re special grant; the clerk was ordered to inform that body of the willingness of the Little River Board to co-operate and assist in any way in furtherance of the object in view, and would beg to suggest that the line of proposed road be diverted from the direction as at first selected, and be made to pass down the Okuti Valley and join the Christchurch and Akaroa road, opposite the Little River school, thereby contributing largely to the convenience of residents on both sides of the range. xyxy=(644,128,789,312)
cable-dateline: London, October 6. xyxy=(713,1652,789,1664)
programme-item-performer: Mstr. L. Watkins xyxy=(1068,816,1098,838)
library-entertainment-report: An entertainment in aid of the funds of the Akaroa Public Library is advertised for to-morrow (Wednesday) night. The programme to be presented is attractive with readings, songs, instrumental pieces, glees, etc., and we trust that there will be a bumper house on the occasion. We are not refrain from remarking, however, that there should be no necessity for appeals of this kind to the public by the Library Committee, and, if our fellow townspeople did their duty, and supported by their subscriptions this public institution, as they ought to do, there would be no need for extraneous aid. But as they are forced to appeal, we sincerely hope they will meet with a liberal response. xyxy=(488,1062,635,1292)
farce-text: To conclude with a farce by the AMATEUR ETHIOPIAN COMPANY, entitled, xyxy=(958,992,1092,1026)
editorial-paragraph: Owing to a pressure of advertisements we are compelled to hold over our leader, and other interesting matter. With our next issue we purpose publishing a supplement. xyxy=(331,100,479,158)
correspondents-text: Materfamilias.—Your letter shall appear in our next. xyxy=(178,1492,322,1513)
programme-item-title: 1. Instrumental xyxy=(952,732,1007,742)
grain-heading: GRAIN AND PRODUCE. xyxy=(50,569,145,580)
programme-item-performer: Mr H. Bridge xyxy=(1049,742,1098,753)
divider xyxy=(178,139,322,142)
wanted-governess-signature: MISS DE MALMANCHE, xyxy=(972,82,1078,94)
wanted-governess-text: Wanted, a thorough English Governess; must be able to teach drawing. Applications to be made to xyxy=(952,46,1098,80)
iogt-heading: I. O. G. T. xyxy=(1001,450,1049,461)
farce-title: "OTHELLO REHEARSED." xyxy=(958,1032,1092,1044)
programme-item-performer: Mr Rice xyxy=(1068,774,1098,785)
divider xyxy=(952,1402,1098,1403)
mail-notice-heading: MAIL NOTICE. xyxy=(216,1278,284,1289)
column-4 xyxy=(484,46,640,1848)
column-2 xyxy=(174,46,327,1513)
entertainment-date: ON WEDNESDAY, OCTOBER 17th, 1877. xyxy=(954,678,1096,701)
school-entertainment-date: FRIDAY NEXT, OCTOBER 19. xyxy=(953,1141,1097,1153)
court-text: H. McIntosh v. Aldwin.—This was a claim for £16 for damage done to a cow. Mr Inwood appeared for the plaintiff. Judgment was reserved until next Court-day. Sanson v. Bailey.—Claim, £6 5s for feed and running of 5 cattle. Judgment for defendant. Judgment reserved. T. Brooks v. Gibbs.—Claim for £17 10s 6d. Judgment for amount claimed with costs. T. Brooks v. Castle.—Claim for £6 17s 6d. Adjourned to Tuesday 23rd instant for the production of further evidence. xyxy=(488,1364,635,1525)
divider xyxy=(952,595,1098,596)
town-hall-role: Secretary. xyxy=(1060,1689,1098,1701)
lodge-text: The Second ANNIVERSARY of the above lodge will be celebrated by a TEA MEETING and ENTERTAINMENT, to take place at the Head of the Bay School-room, on xyxy=(952,480,1098,537)
factory-text: The great success which has attended the establishment of Retail Branches of the New Zealand Clothing Factory in Christchurch, Oamaru, Timaru, Dunedin, and Wellington, and the desire on the part of the public to support Colonial Industries has induced the proprietors, Messrs. Hallenstein Brothers and Co., to largely extend their Factory, so that it now employs upwards of 500 hands, and they have pleasure in stating that the new organisation of skilled labour in every department has enabled them to improve upon all their former productions to such an extent, that they confidently assert that all goods now placed before you cannot fail to give universal satisfaction. They have manufactured special lines in Boys' and Youths' Clothing adapted to the requirements of all classes, their school suits they can boldly assert are the best value ever placed before the public, while the better class of goods are manufactured from such a large variety of material and in such a superior style, that henceforth instead of paying excessive prices, well-fitting Garments may be obtained at the wholesale price. xyxy=(178,465,322,757)
divider xyxy=(488,1296,635,1297)
editorial-date: TUESDAY, OCTOBER 16. xyxy=(357,80,453,90)
congregational-text: Divine Service at the Oddfellows' Hall, Akaroa, at 11 a.m. Robinson's Bay, at 11 a.m. Le Bon's Bay Church, at 11 a.m. and 6.30 p.m. Sunday School meets at 2.30 p.m. Wednesday's Service at 7 p.m. xyxy=(178,1216,322,1268)
programme-item-title: 8. Glee—"It was a Friar" xyxy=(952,837,1038,859)
divider xyxy=(26,1705,169,1706)
russo-turkish-heading: THE RUSSO-TURKISH WAR. xyxy=(646,1821,787,1833)
kelly-name-2: GEORGE KELLY, xyxy=(217,917,283,928)
road-board-paragraph: The tenders accepted for metal ranged from 3s. 4d. to 6s. per cubic yard. The tender accepted for carting and spreading, the longest distance being about 50 chains, was 1s. 8d. per yard. xyxy=(644,738,789,807)
interprov-commercial-text: Market quotations.—Lambs, 14s to 17s per couple; beef, 35s per 100 lbs.; fat horses slightly lower than last week. xyxy=(26,1743,169,1774)
programme-item xyxy=(952,918,1098,929)
cable-telegrams-heading: CABLE TELEGRAMS. xyxy=(650,1624,783,1639)
exports-text: Per Taranaki.—For Wellington, 8 pkgs effects, Wood, Bros. and Co.; for Manukau, 11 cases cheese, 2 kegs butter, 9 pkgs bacon, J. Daly. Per Flying Squirrel—14 cords firewood, 2 bdls sheepskins, 15 bales, 5 bhds. 6 bags fat, 120 sheepskins. Shippers—B. Shadbolt, T. Brooks, Anning. xyxy=(26,440,169,524)
interprov-commercial-dateline: Auckland, Oct. 12. xyxy=(63,1731,132,1742)
church-notices-text: Wednesday, October 17.—Barry's Bay, Evensong, 7 p.m. Thursday, October 18 (St. Luke's Day), St. Peter's, Akaroa, Evensong, 7 p.m. Friday, October 19.—St. Peter's, Akaroa, Evensong, 7 p.m. xyxy=(178,1001,322,1054)
wholesale-subtitle: A Single Garment at Wholesale Price. xyxy=(181,388,319,399)
divider xyxy=(178,1186,322,1187)
divider xyxy=(952,1253,1098,1254)
grand-label: GRAND xyxy=(1010,278,1040,288)
school-entertainment-text: Tea at 5 o'clock. Admission, 2s. xyxy=(964,1154,1086,1166)
divider xyxy=(331,96,479,97)
divider xyxy=(952,444,1098,445)
dunedin-star-label: (Special to the Dunedin Star.) xyxy=(663,1758,770,1768)
petersen-ad-title: B. PETERSEN & CO., xyxy=(186,145,314,160)
kelly-name: GEORGE KELLY, xyxy=(217,400,283,411)
programme-item-title: 2. Song... xyxy=(952,742,987,753)
good-templars-report: The Degree temple in connection with the Good Templars was opened on Friday evening last, there was a fair attendance of third Degree members. The officers elected and installed were Bro. Hattock, D.T., Bro. Pennington, D.V.T., Bro. Robertshaw, D.S., Bro. W. Kearney, D.F.S., Bro. L. Kearney, D.T., Bro. Cork, D.M., Sister Kearney, D.C., Bro. O'Brien, D.G., Bro. Turner, D. Sentinel, Sister Connell, D.R.H.S., and Bro. Evans, P.D.T., The various committees for conducting the business of the Temple were appointed. The Temple is named "The Crusade." xyxy=(488,864,635,1060)
programme-item-title: 4. Reading—"Mrs Caudle" xyxy=(952,928,1050,939)
road-board-paragraph: A number of carters being present, it was decided to invite tenders at once for carting and spreading about 1600 yards of metal, which was done, and a tender accepted. xyxy=(644,679,789,736)
entertainment-at: At the xyxy=(1014,615,1036,625)
lodge-date: FRIDAY, OCTOBER 19. xyxy=(968,542,1082,554)
dunedin-dateline: London. xyxy=(756,1770,789,1782)
new-plymouth-dateline: New Plymouth, Oct. 12. xyxy=(207,47,293,57)
war-paragraph: Sulieman Pasha has been appointed Commander-in-Chief on the Danube, Mehemet Ali being re-called. Reouf Pasha will command on the Balkans. xyxy=(798,441,943,487)
court-civil-label: Civil Cases. xyxy=(539,1352,584,1362)
part-1-label: Part I. xyxy=(1013,719,1037,730)
entertainment-library: PUBLIC LIBRARY, xyxy=(979,661,1071,673)
war-paragraph: Great changes have been made in the command of both armies. Kotoutzi has been appointed chief of the Russian staff and General Todleben directs the siege of Plevna. Mehemet Ali has been recalled, Sulieman Pasha succeeding to the chief command, and Reouf Pasha commanding at the Shipka Pass. xyxy=(798,538,943,642)
